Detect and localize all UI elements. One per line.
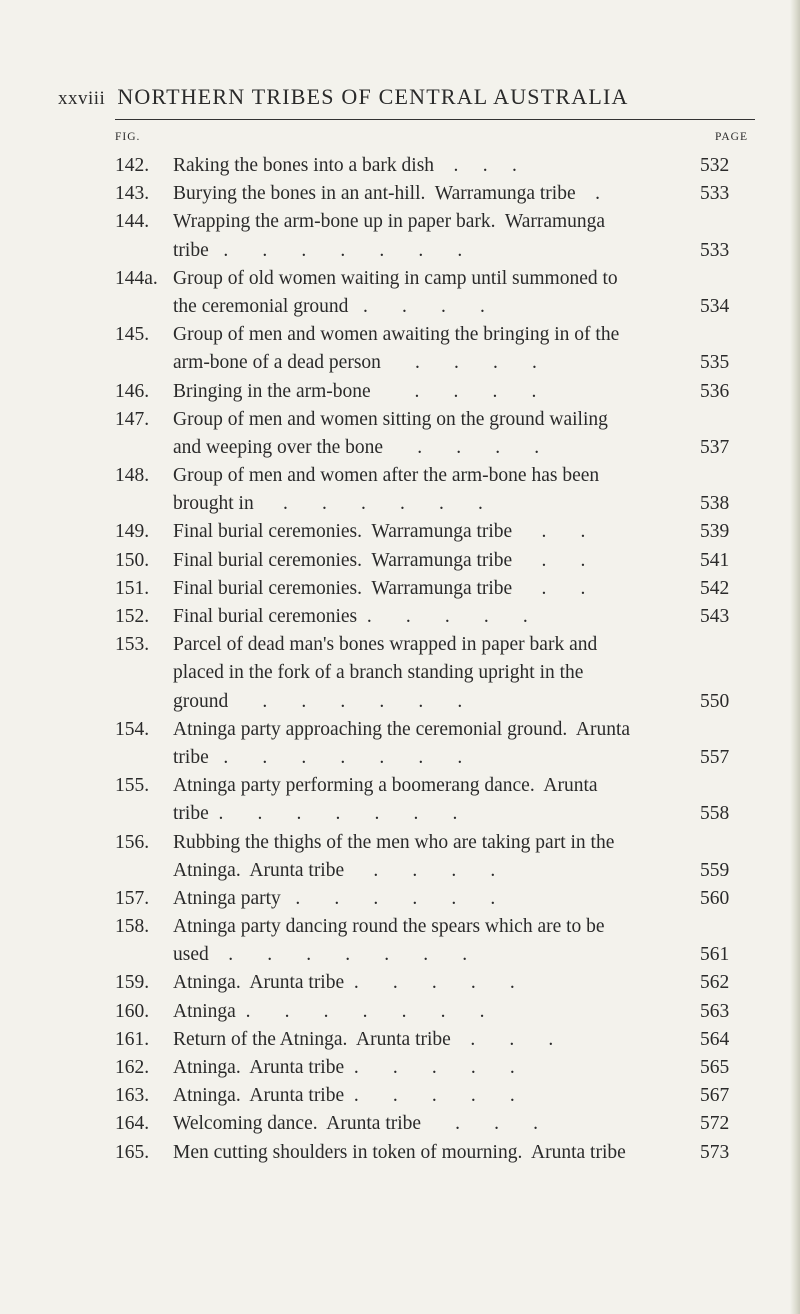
entry-line	[115, 913, 748, 941]
figure-number: 150.	[115, 549, 150, 571]
figure-number: 144.	[115, 211, 150, 233]
figure-number: 164.	[115, 1113, 150, 1135]
list-item	[115, 969, 748, 997]
page-reference: 538	[700, 493, 730, 515]
figure-number: 149.	[115, 521, 150, 543]
figure-number: 151.	[115, 577, 150, 599]
entry-line	[115, 518, 748, 546]
entry-line	[115, 180, 748, 208]
entry-line	[115, 378, 748, 406]
caption-text: Atninga party dancing round the spears which are to be	[173, 916, 605, 938]
caption-text: Final burial ceremonies. Warramunga tribe . .	[173, 549, 586, 571]
entry-line	[115, 575, 748, 603]
list-item	[115, 152, 748, 180]
caption-text: Parcel of dead man's bones wrapped in paper bark and	[173, 634, 598, 656]
list-item	[115, 462, 748, 518]
caption-text: Return of the Atninga. Arunta tribe . . .	[173, 1028, 554, 1050]
list-item	[115, 1082, 748, 1110]
figure-number: 162.	[115, 1057, 150, 1078]
entry-line	[115, 941, 748, 969]
list-item	[115, 913, 748, 969]
list-item	[115, 518, 748, 546]
list-item	[115, 265, 748, 321]
entry-line	[115, 1054, 748, 1082]
page-reference: 533	[700, 183, 730, 205]
figure-number: 142.	[115, 155, 150, 176]
caption-text: Group of old women waiting in camp until summoned to	[173, 267, 618, 289]
entry-line	[115, 265, 748, 293]
list-item	[115, 406, 748, 462]
entry-line	[115, 659, 748, 687]
caption-text: Rubbing the thighs of the men who are taking part in the	[173, 831, 615, 853]
caption-text: Final burial ceremonies. Warramunga tribe . .	[173, 577, 586, 599]
entry-line	[115, 631, 748, 659]
figure-number: 152.	[115, 606, 150, 627]
caption-text: Raking the bones into a bark dish . . .	[173, 155, 517, 176]
list-item	[115, 772, 748, 828]
entry-line	[115, 688, 748, 716]
page-reference: 564	[700, 1028, 730, 1050]
list-item	[115, 1139, 748, 1167]
figure-number: 163.	[115, 1085, 150, 1107]
caption-text: Atninga. Arunta tribe . . . . .	[173, 1085, 515, 1107]
page-reference: 563	[700, 1000, 730, 1022]
list-item	[115, 885, 748, 913]
list-item	[115, 631, 748, 716]
caption-text: ground . . . . . .	[173, 690, 463, 712]
entry-line	[115, 716, 748, 744]
caption-text: Wrapping the arm-bone up in paper bark. Warramunga	[173, 211, 606, 233]
page-reference: 565	[700, 1057, 730, 1078]
entry-line	[115, 885, 748, 913]
entry-line	[115, 490, 748, 518]
figure-number: 158.	[115, 916, 150, 938]
running-head	[58, 84, 748, 110]
figure-number: 154.	[115, 718, 150, 740]
list-item	[115, 378, 748, 406]
page-edge-shadow	[790, 0, 800, 1314]
page-reference: 542	[700, 577, 730, 599]
entry-line	[115, 406, 748, 434]
entry-line	[115, 237, 748, 265]
illustration-list	[115, 152, 748, 1167]
list-item	[115, 603, 748, 631]
caption-text: Atninga. Arunta tribe . . . . .	[173, 1057, 515, 1078]
page-reference: 535	[700, 352, 730, 374]
entry-line	[115, 1139, 748, 1167]
figure-number: 144a.	[115, 267, 158, 289]
page-reference: 572	[700, 1113, 730, 1135]
caption-text: Final burial ceremonies . . . . .	[173, 606, 528, 627]
entry-line	[115, 969, 748, 997]
page-reference: 562	[700, 972, 730, 994]
entry-line	[115, 434, 748, 462]
page-reference: 558	[700, 803, 730, 825]
fig-column-heading: FIG.	[115, 131, 141, 143]
entry-line	[115, 857, 748, 885]
running-title: NORTHERN TRIBES OF CENTRAL AUSTRALIA	[117, 84, 629, 109]
entry-line	[115, 547, 748, 575]
caption-text: Atninga party approaching the ceremonial ground. Arunta	[173, 718, 631, 740]
caption-text: arm-bone of a dead person . . . .	[173, 352, 537, 374]
caption-text: Atninga . . . . . . .	[173, 1000, 485, 1022]
header-rule	[115, 119, 755, 120]
caption-text: Atninga. Arunta tribe . . . .	[173, 859, 496, 881]
entry-line	[115, 152, 748, 180]
figure-number: 147.	[115, 408, 150, 430]
list-item	[115, 829, 748, 885]
entry-line	[115, 293, 748, 321]
caption-text: Men cutting shoulders in token of mourning. Arunta tribe	[173, 1141, 626, 1163]
caption-text: the ceremonial ground . . . .	[173, 295, 485, 317]
figure-number: 145.	[115, 324, 150, 346]
entry-line	[115, 603, 748, 631]
entry-line	[115, 998, 748, 1026]
caption-text: Group of men and women sitting on the ground wailing	[173, 408, 608, 430]
page-reference: 557	[700, 746, 730, 768]
caption-text: Atninga party performing a boomerang dance. Arunta	[173, 775, 598, 797]
figure-number: 157.	[115, 887, 150, 909]
page-reference: 533	[700, 239, 730, 261]
page-reference: 561	[700, 944, 730, 966]
entry-line	[115, 321, 748, 349]
caption-text: brought in . . . . . .	[173, 493, 483, 515]
figure-number: 155.	[115, 775, 150, 797]
page-reference: 541	[700, 549, 730, 571]
list-item	[115, 180, 748, 208]
page-reference: 532	[700, 155, 730, 176]
page-number: xxviii	[58, 88, 106, 109]
caption-text: Group of men and women awaiting the bringing in of the	[173, 324, 620, 346]
page-reference: 573	[700, 1141, 730, 1163]
caption-text: tribe . . . . . . .	[173, 239, 463, 261]
figure-number: 159.	[115, 972, 150, 994]
caption-text: placed in the fork of a branch standing upright in the	[173, 662, 584, 684]
column-headings	[115, 131, 748, 143]
list-item	[115, 1110, 748, 1138]
caption-text: Group of men and women after the arm-bone has been	[173, 465, 600, 487]
page-reference: 567	[700, 1085, 730, 1107]
page-reference: 534	[700, 295, 730, 317]
figure-number: 161.	[115, 1028, 150, 1050]
entry-line	[115, 1110, 748, 1138]
list-item	[115, 321, 748, 377]
caption-text: Atninga party . . . . . .	[173, 887, 496, 909]
list-item	[115, 1054, 748, 1082]
list-item	[115, 575, 748, 603]
page-reference: 560	[700, 887, 730, 909]
list-item	[115, 547, 748, 575]
page-reference: 543	[700, 606, 730, 627]
page-reference: 539	[700, 521, 730, 543]
caption-text: Final burial ceremonies. Warramunga tribe . .	[173, 521, 586, 543]
page-reference: 536	[700, 380, 730, 402]
page-reference: 559	[700, 859, 730, 881]
page-column-heading: PAGE	[715, 131, 748, 143]
caption-text: Welcoming dance. Arunta tribe . . .	[173, 1113, 539, 1135]
list-item	[115, 1026, 748, 1054]
entry-line	[115, 1026, 748, 1054]
caption-text: tribe . . . . . . .	[173, 746, 463, 768]
caption-text: Burying the bones in an ant-hill. Warramunga tribe .	[173, 183, 600, 205]
list-item	[115, 208, 748, 264]
figure-number: 148.	[115, 465, 150, 487]
entry-line	[115, 349, 748, 377]
caption-text: tribe . . . . . . .	[173, 803, 458, 825]
entry-line	[115, 829, 748, 857]
page-reference: 537	[700, 436, 730, 458]
caption-text: used . . . . . . .	[173, 944, 468, 966]
list-item	[115, 716, 748, 772]
entry-line	[115, 772, 748, 800]
figure-number: 143.	[115, 183, 150, 205]
figure-number: 153.	[115, 634, 150, 656]
caption-text: Atninga. Arunta tribe . . . . .	[173, 972, 515, 994]
entry-line	[115, 462, 748, 490]
list-item	[115, 998, 748, 1026]
figure-number: 156.	[115, 831, 150, 853]
figure-number: 165.	[115, 1141, 150, 1163]
entry-line	[115, 1082, 748, 1110]
entry-line	[115, 800, 748, 828]
caption-text: Bringing in the arm-bone . . . .	[173, 380, 537, 402]
entry-line	[115, 744, 748, 772]
figure-number: 146.	[115, 380, 150, 402]
page-reference: 550	[700, 690, 730, 712]
caption-text: and weeping over the bone . . . .	[173, 436, 540, 458]
figure-number: 160.	[115, 1000, 150, 1022]
entry-line	[115, 208, 748, 236]
